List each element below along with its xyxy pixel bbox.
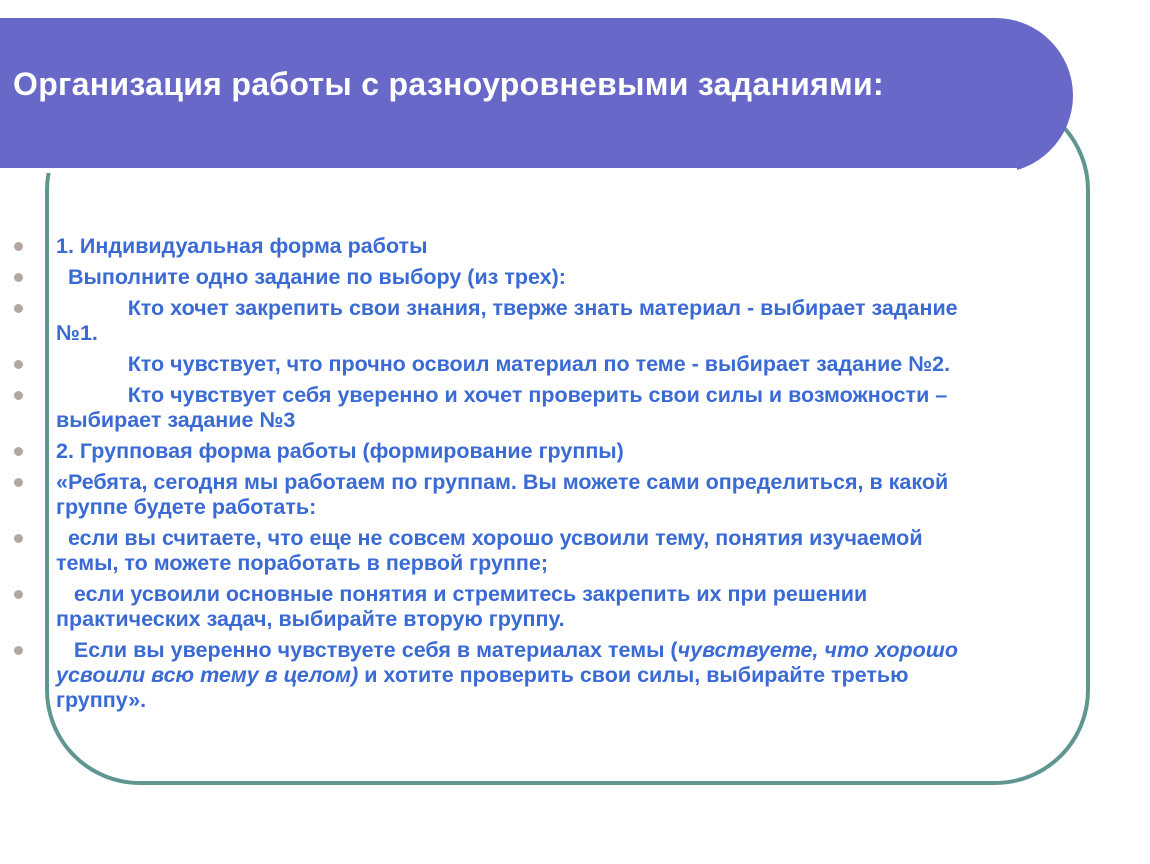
list-item-text: Кто чувствует себя уверенно и хочет проверить свои силы и возможности – выбирает задание №3 xyxy=(56,383,954,432)
bullet-dot-icon xyxy=(14,360,23,369)
list-item-text: если вы считаете, что еще не совсем хорошо усвоили тему, понятия изучаемой темы, то можете поработать в первой группе; xyxy=(56,526,929,575)
list-item-text: 2. Групповая форма работы (формирование группы) xyxy=(56,439,624,463)
list-item xyxy=(0,526,976,576)
list-item-text: Кто чувствует, что прочно освоил материал по теме - выбирает задание №2. xyxy=(56,352,951,376)
bullet-dot-icon xyxy=(14,273,23,282)
bullet-dot-icon xyxy=(14,646,23,655)
bullet-dot-icon xyxy=(14,590,23,599)
list-item xyxy=(0,582,976,632)
list-item-text: 1. Индивидуальная форма работы xyxy=(56,234,428,258)
list-item-text: «Ребята, сегодня мы работаем по группам. Вы можете сами определиться, в какой группе будете работать: xyxy=(56,470,955,519)
title-banner xyxy=(0,18,1073,173)
list-item-text: Кто хочет закрепить свои знания, тверже знать материал - выбирает задание №1. xyxy=(56,296,964,345)
bullet-dot-icon xyxy=(14,534,23,543)
list-item xyxy=(0,352,976,377)
bullet-dot-icon xyxy=(14,304,23,313)
bullet-list xyxy=(0,234,1150,713)
list-item xyxy=(0,439,976,464)
list-item xyxy=(0,265,976,290)
list-item-text: если усвоили основные понятия и стремитесь закрепить их при решении практических задач, выбирайте вторую группу. xyxy=(56,582,874,631)
list-item xyxy=(0,470,976,520)
list-item xyxy=(0,638,976,713)
list-item xyxy=(0,383,976,433)
list-item-text-end: и хотите проверить свои силы, выбирайте третью группу». xyxy=(56,663,909,712)
bullet-dot-icon xyxy=(14,391,23,400)
list-item-italic-text: чувствуете, что хорошо усвоили всю тему в целом) xyxy=(56,638,958,687)
bullet-dot-icon xyxy=(14,447,23,456)
list-item-text: Выполните одно задание по выбору (из трех): xyxy=(56,265,566,289)
list-item xyxy=(0,296,976,346)
bullet-dot-icon xyxy=(14,242,23,251)
bullet-dot-icon xyxy=(14,478,23,487)
list-item xyxy=(0,234,976,259)
title-underline xyxy=(0,168,1017,173)
list-item-text: Если вы уверенно чувствуете себя в материалах темы ( xyxy=(56,638,678,662)
slide-title: Организация работы с разноуровневыми заданиями: xyxy=(13,66,884,102)
